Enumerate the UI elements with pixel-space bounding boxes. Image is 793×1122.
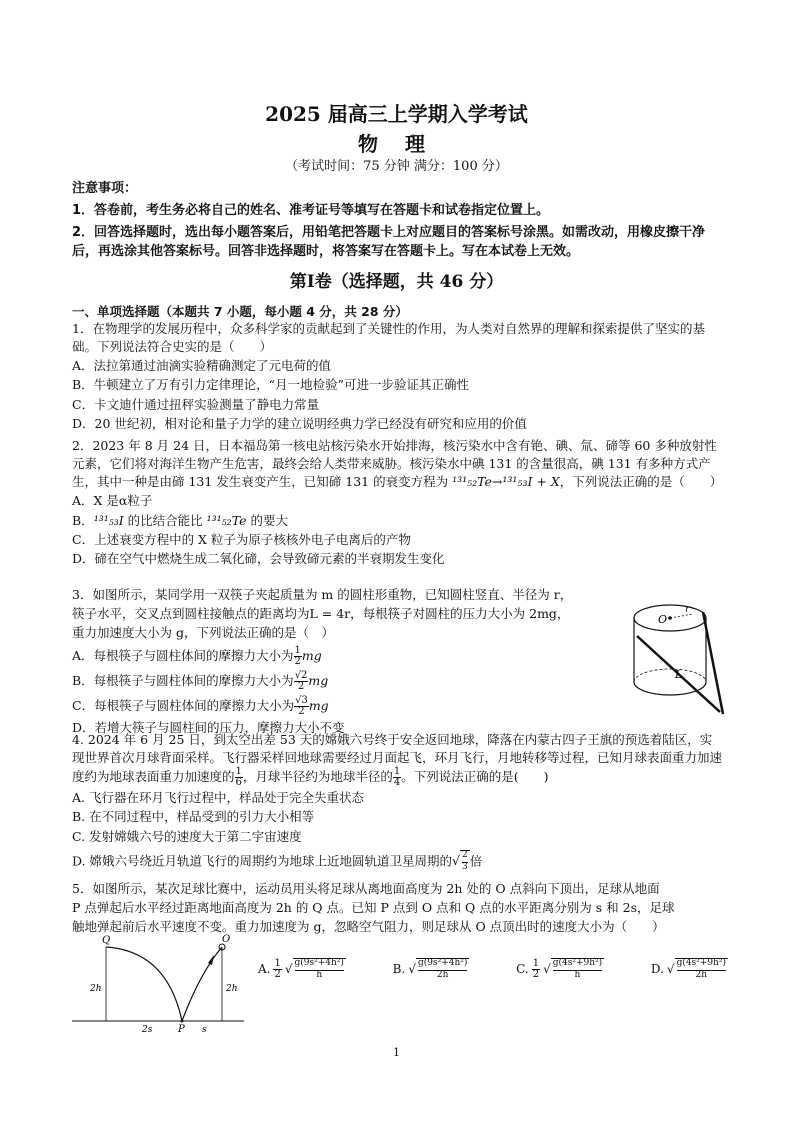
q3-stem-1: 3．如图所示，某同学用一双筷子夹起质量为 m 的圆柱形重物，已知圆柱竖直、半径为 r， (72, 587, 573, 602)
q5-b-num: g(9s²+4h²) (418, 959, 467, 971)
notice-title: 注意事项： (72, 181, 138, 196)
q5-trajectory-figure (72, 933, 247, 1033)
q5-stem-3: 触地弹起前后水平速度不变。重力加速度为 g，忽略空气阻力，则足球从 O 点顶出时的速度大小为（ ） (72, 919, 665, 935)
q5-a-coef: $\frac{1}{2}$ (274, 957, 281, 980)
q2-option-d: D．碲在空气中燃烧生成二氧化碲，会导致碲元素的半衰期发生变化 (72, 550, 445, 566)
q5-a-num: g(9s²+4h²) (295, 959, 344, 971)
exam-info: （考试时间：75 分钟 满分：100 分） (285, 159, 508, 174)
part-heading: 一、单项选择题（本题共 7 小题，每小题 4 分，共 28 分） (72, 304, 408, 319)
q5-c-sqrt: √ $\frac{\text{g(4s²+9h²)}}{h}$ (543, 958, 603, 980)
q3-b-text: B．每根筷子与圆柱体间的摩擦力大小为 (72, 673, 294, 689)
q3-option-a (72, 646, 632, 667)
q5-option-c (516, 958, 604, 981)
q5-d-label: D. (650, 961, 664, 976)
q2-equation: ¹³¹₅₂Te→¹³¹₅₃I + X (452, 474, 560, 490)
q2-b-suffix: 的要大 (246, 512, 288, 528)
question-5 (72, 880, 724, 937)
q3-stem-2: 筷子水平，交叉点到圆柱接触点的距离均为L = 4r，每根筷子对圆柱的压力大小为 2mg， (72, 606, 570, 622)
q2-option-b (72, 512, 724, 530)
q3-c-num: √3 (295, 695, 308, 707)
q4-frac-2-den: 4 (393, 777, 401, 789)
q2-stem (72, 437, 724, 491)
q2-stem-a: 2．2023 年 8 月 24 日，日本福岛第一核电站核污染水开始排海，核污染水中含有铯、碘、氚、碲等 60 多种放射性元素，它们将对海洋生物产生危害，最终会给人类带来威胁。核污染水中碘 131 的含量很高，碘 131 有多种方式产生，其中一种是由碲 131 发生衰变产生，已知碲 131 的衰变方程为 (72, 438, 717, 490)
q4-frac-1-num: 1 (235, 766, 242, 778)
q1-option-b: B．牛顿建立了万有引力定律理论，“月一地检验”可进一步验证其正确性 (72, 377, 469, 393)
q3-c-den: 2 (298, 706, 305, 718)
q5-a-den: h (316, 969, 323, 980)
q3-fig-o-label: O (658, 613, 668, 626)
q4-stem-2: ，月球半径约为地球半径的 (242, 769, 393, 785)
q2-b-mid: 的比结合能比 (123, 512, 207, 528)
notice-item-2: 2．回答选择题时，选出每小题答案后，用铅笔把答题卡上对应题目的答案标号涂黑。如需改动，用橡皮擦干净后，再选涂其他答案标号。回答非选择题时，将答案写在答题卡上。写在本试卷上无效。 (72, 224, 706, 259)
q5-fig-2s: 2s (142, 1025, 153, 1033)
q5-c-label: C. (516, 961, 529, 976)
q5-d-num: g(4s²+9h²) (677, 959, 726, 971)
q3-c-frac (294, 696, 309, 717)
q5-fig-p-label: P (178, 1024, 185, 1033)
q4-stem-3: 。下列说法正确的是( ) (401, 769, 549, 785)
page-number: 1 (393, 1046, 400, 1059)
q3-stem-3: 重力加速度大小为 g，下列说法正确的是（ ） (72, 625, 334, 641)
subject-title: 物 理 (358, 132, 435, 156)
question-3 (72, 586, 632, 739)
q3-option-b (72, 671, 632, 692)
section-title: 第Ⅰ卷（选择题，共 46 分） (289, 272, 504, 292)
q1-option-a: A．法拉第通过油滴实验精确测定了元电荷的值 (72, 358, 332, 374)
q2-stem-b: ，下列说法正确的是（ ） (559, 474, 723, 490)
q5-stem-2: P 点弹起后水平经过距离地面高度为 2h 的 Q 点。已知 P 点到 O 点和 Q 点的水平距离分别为 s 和 2s，足球 (72, 900, 675, 916)
q5-option-d (651, 958, 728, 981)
q3-a-tail: mg (301, 648, 322, 664)
q3-fig-r-label: r (685, 604, 690, 615)
q3-cylinder-figure (625, 590, 735, 720)
q5-c-coef: $\frac{1}{2}$ (532, 957, 540, 980)
q4-d-tail: 倍 (469, 852, 483, 868)
q5-fig-2h-left: 2h (90, 984, 102, 994)
q5-stem-1: 5．如图所示，某次足球比赛中，运动员用头将足球从离地面高度为 2h 处的 O 点斜向下顶出，足球从地面 (72, 881, 660, 896)
q3-b-num: √2 (294, 670, 308, 682)
q3-b-den: 2 (297, 681, 305, 693)
q3-a-frac (294, 646, 302, 667)
q5-b-sqrt: √ $\frac{\text{g(9s²+4h²)}}{2h}$ (408, 958, 468, 980)
q5-fig-o-label: O (222, 934, 231, 945)
q5-b-den: 2h (436, 969, 449, 980)
q5-b-label: B. (392, 961, 406, 976)
q4-d-num: 2 (462, 851, 468, 863)
q4-d-den: 3 (462, 861, 468, 872)
q2-option-c: C．上述衰变方程中的 X 粒子为原子核核外电子电离后的产物 (72, 531, 411, 547)
q5-a-sqrt: √ $\frac{\text{g(9s²+4h²)}}{h}$ (284, 958, 344, 980)
q5-d-den: 2h (695, 969, 708, 980)
exam-title: 2025 届高三上学期入学考试 (265, 102, 528, 126)
q3-c-text: C．每根筷子与圆柱体间的摩擦力大小为 (72, 698, 295, 714)
question-1 (72, 320, 724, 434)
question-4 (72, 731, 724, 873)
q3-a-num: 1 (294, 645, 301, 657)
q3-c-tail: mg (308, 698, 329, 714)
q5-c-den: h (574, 969, 581, 980)
q4-d-sqrt: √ $\frac{2}{3}$ (452, 849, 468, 872)
q5-option-b (393, 958, 470, 981)
q3-b-frac (294, 671, 309, 692)
q4-option-a: A. 飞行器在环月飞行过程中，样品处于完全失重状态 (72, 790, 364, 806)
q4-frac-1 (235, 767, 243, 788)
q5-fig-s: s (202, 1025, 207, 1033)
q1-option-c: C．卡文迪什通过扭秤实验测量了静电力常量 (72, 396, 320, 412)
q5-fig-2h-right: 2h (226, 984, 238, 994)
q3-b-tail: mg (308, 673, 329, 689)
q5-d-sqrt: √ $\frac{\text{g(4s²+9h²)}}{2h}$ (666, 958, 726, 980)
q3-a-den: 2 (294, 656, 301, 668)
q5-c-num: g(4s²+9h²) (553, 959, 602, 971)
q4-stem (72, 731, 724, 788)
q3-option-d: D．若增大筷子与圆柱间的压力，摩擦力大小不变 (72, 720, 345, 736)
q5-options (258, 958, 728, 981)
q2-b-prefix: B． (72, 512, 94, 528)
q4-frac-1-den: 6 (235, 777, 242, 789)
q1-option-d: D．20 世纪初，相对论和量子力学的建立说明经典力学已经没有研究和应用的价值 (72, 415, 527, 431)
q2-b-iodine: ¹³¹₅₃I (93, 512, 124, 528)
notice-block (72, 180, 722, 264)
q3-option-c (72, 696, 632, 717)
q4-d-text: D. 嫦娥六号绕近月轨道飞行的周期约为地球上近地圆轨道卫星周期的 (72, 852, 453, 868)
q4-frac-2-num: 1 (393, 766, 401, 778)
q2-option-a: A．X 是α粒子 (72, 493, 153, 509)
q4-option-b: B. 在不同过程中，样品受到的引力大小相等 (72, 809, 315, 825)
q4-stem-1: 4. 2024 年 6 月 25 日，到太空出差 53 天的嫦娥六号终于安全返回地球，降落在内蒙古四子王旗的预选着陆区，实现世界首次月球背面采样。飞行器采样回地球需要经过月面起飞，环月飞行，月地转移等过程，已知月球表面重力加速度约为地球表面重力加速度的 (72, 732, 723, 785)
question-2 (72, 437, 724, 569)
notice-item-1: 1．答卷前，考生务必将自己的姓名、准考证号等填写在答题卡和试卷指定位置上。 (72, 202, 550, 218)
q3-a-text: A．每根筷子与圆柱体间的摩擦力大小为 (72, 648, 294, 664)
q4-option-d (72, 850, 724, 873)
q4-option-c: C. 发射嫦娥六号的速度大于第二宇宙速度 (72, 828, 302, 844)
q5-option-a (258, 958, 346, 981)
q5-fig-q-label: Q (102, 935, 111, 946)
q5-a-label: A. (258, 961, 271, 976)
q2-b-tellurium: ¹³¹₅₂Te (206, 512, 247, 528)
q1-stem: 1．在物理学的发展历程中，众多科学家的贡献起到了关键性的作用，为人类对自然界的理解和探索提供了坚实的基础。下列说法符合史实的是（ ） (72, 321, 705, 355)
q3-fig-l-label: L (675, 668, 683, 681)
